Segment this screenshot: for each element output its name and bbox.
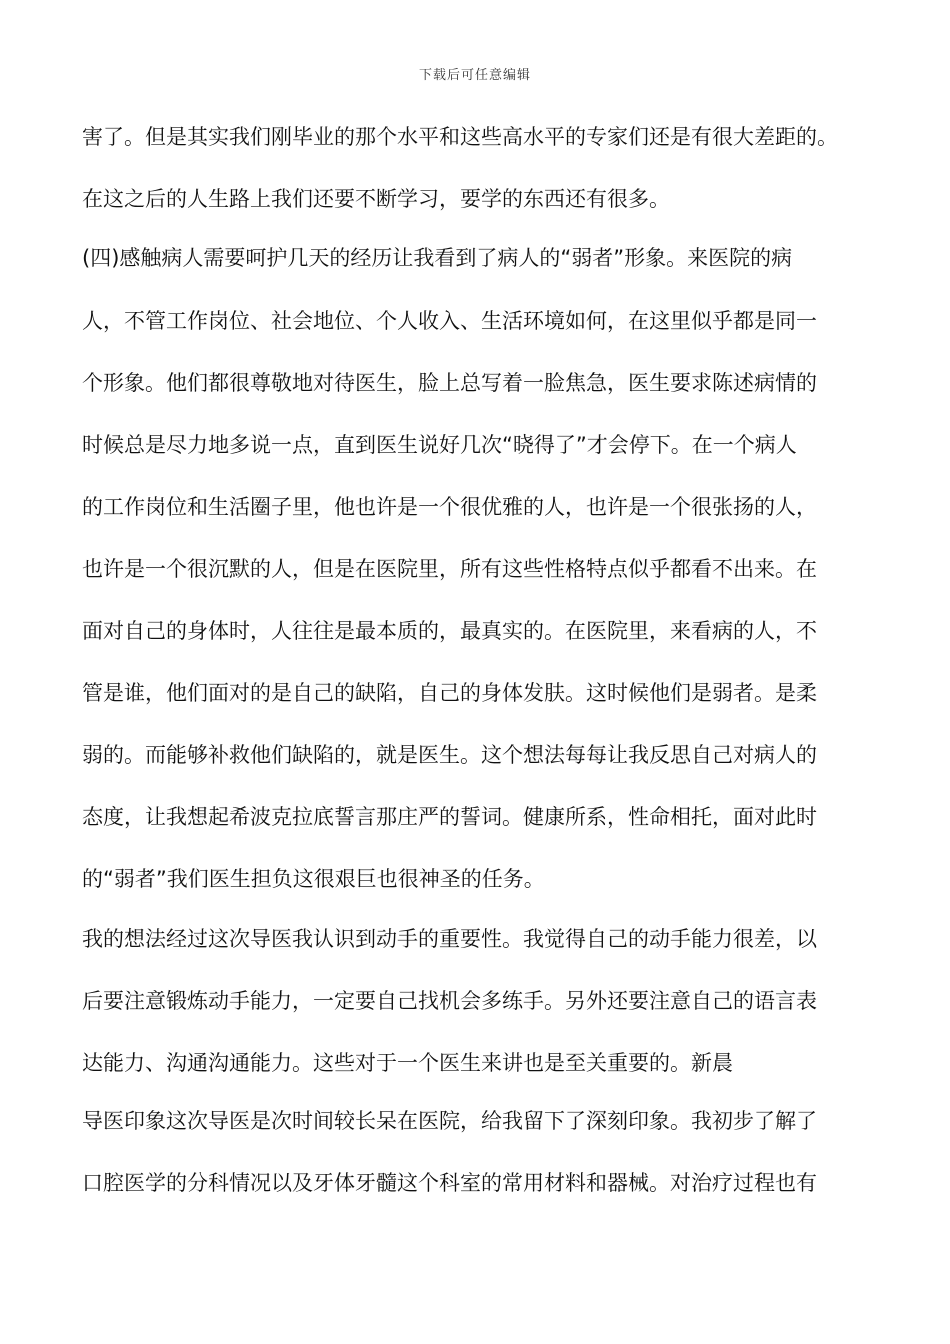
text-line: 面对自己的身体时，人往往是最本质的，最真实的。在医院里，来看病的人，不	[82, 619, 817, 643]
text-line: (四)感触病人需要呵护几天的经历让我看到了病人的“弱者”形象。来医院的病	[82, 246, 793, 270]
text-line: 管是谁，他们面对的是自己的缺陷，自己的身体发肤。这时候他们是弱者。是柔	[82, 681, 817, 705]
text-line: 弱的。而能够补救他们缺陷的，就是医生。这个想法每每让我反思自己对病人的	[82, 743, 817, 767]
text-line: 在这之后的人生路上我们还要不断学习，要学的东西还有很多。	[82, 187, 670, 211]
text-line: 口腔医学的分科情况以及牙体牙髓这个科室的常用材料和器械。对治疗过程也有	[82, 1171, 817, 1195]
page-header: 下载后可任意编辑	[418, 68, 531, 83]
text-line: 的“弱者”我们医生担负这很艰巨也很神圣的任务。	[82, 867, 545, 891]
text-line: 人，不管工作岗位、社会地位、个人收入、生活环境如何，在这里似乎都是同一	[82, 309, 817, 333]
text-line: 导医印象这次导医是次时间较长呆在医院，给我留下了深刻印象。我初步了解了	[82, 1109, 817, 1133]
text-line: 我的想法经过这次导医我认识到动手的重要性。我觉得自己的动手能力很差，以	[82, 927, 817, 951]
text-line: 后要注意锻炼动手能力，一定要自己找机会多练手。另外还要注意自己的语言表	[82, 989, 817, 1013]
text-line: 也许是一个很沉默的人，但是在医院里，所有这些性格特点似乎都看不出来。在	[82, 557, 817, 581]
text-line: 时候总是尽力地多说一点，直到医生说好几次“晓得了”才会停下。在一个病人	[82, 433, 797, 457]
text-line: 的工作岗位和生活圈子里，他也许是一个很优雅的人，也许是一个很张扬的人，	[82, 495, 817, 519]
text-line: 态度，让我想起希波克拉底誓言那庄严的誓词。健康所系，性命相托，面对此时	[82, 805, 817, 829]
text-line: 达能力、沟通沟通能力。这些对于一个医生来讲也是至关重要的。新晨	[82, 1051, 733, 1075]
text-line: 害了。但是其实我们刚毕业的那个水平和这些高水平的专家们还是有很大差距的。	[82, 125, 838, 149]
text-line: 个形象。他们都很尊敬地对待医生，脸上总写着一脸焦急，医生要求陈述病情的	[82, 371, 817, 395]
